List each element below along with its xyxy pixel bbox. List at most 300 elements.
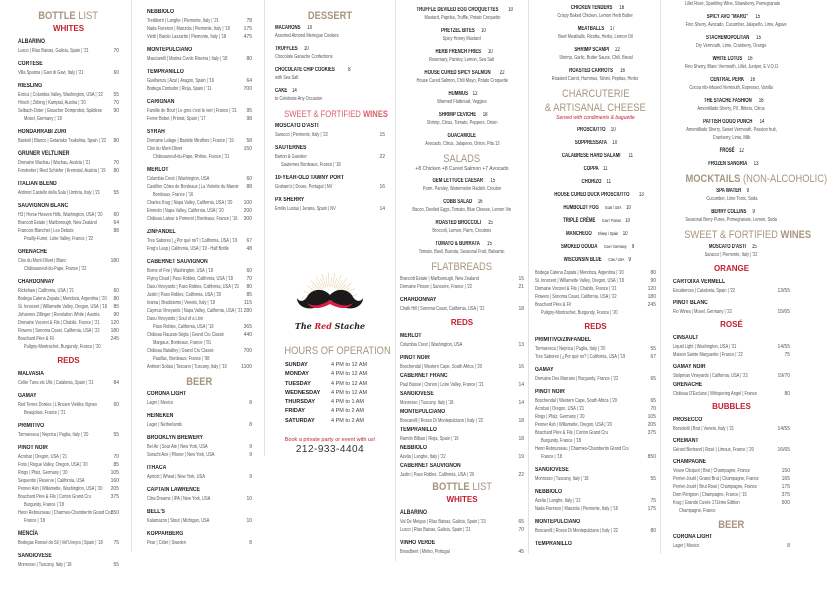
menu-item-title-inner bbox=[707, 76, 755, 84]
wine-group bbox=[147, 412, 252, 429]
category-heading: WHITES bbox=[52, 24, 85, 33]
wine-price: 9 bbox=[249, 452, 252, 458]
wine-description: Pouilly-Fumé, Loire Valley, France | '22 bbox=[24, 236, 94, 242]
wine-row bbox=[400, 305, 524, 313]
wine-description: Sorachi Ace | Pilsner | New York, USA bbox=[147, 452, 215, 458]
wine-varietal bbox=[18, 38, 119, 47]
menu-item-description: Shrimp, Garlic, Butter Sauce, Chili, Bread bbox=[558, 55, 633, 61]
wine-group bbox=[147, 508, 252, 525]
wine-price: 8 bbox=[249, 400, 252, 406]
menu-item bbox=[535, 165, 656, 173]
wine-row bbox=[535, 277, 656, 285]
menu-item bbox=[400, 219, 524, 235]
wine-row bbox=[18, 107, 119, 115]
wine-description: Forstreiter | Ried Schiefer | Kremstal, Austria | '19 bbox=[18, 168, 106, 174]
menu-item-price: 10 bbox=[304, 46, 310, 52]
logo-wordmark bbox=[275, 321, 385, 331]
menu-item bbox=[400, 132, 524, 148]
wine-description: Bodega Catena Zapata | Mendoza, Argentina | '20 bbox=[535, 270, 624, 276]
wine-row bbox=[18, 343, 119, 351]
wine-group bbox=[147, 390, 252, 407]
wine-description: Flowers | Sonoma Coast, California, USA | '22 bbox=[18, 328, 100, 334]
wine-row bbox=[535, 405, 656, 413]
menu-item bbox=[535, 256, 656, 264]
menu-item bbox=[535, 25, 656, 41]
menu-item-price: 10 bbox=[487, 49, 493, 55]
wine-row bbox=[673, 542, 790, 550]
wine-group bbox=[535, 336, 656, 361]
menu-item-name: ROASTED BROCCOLI bbox=[435, 220, 481, 226]
wine-row bbox=[18, 501, 119, 509]
menu-item bbox=[673, 0, 790, 8]
wine-row bbox=[18, 469, 119, 477]
wine-description: Justin | Paso Robles, California, USA | '20 bbox=[147, 292, 222, 298]
wine-price: 15 bbox=[379, 132, 385, 138]
menu-item-title-inner bbox=[438, 27, 486, 35]
booking-text: Book a private party or event with us! bbox=[284, 437, 376, 444]
wine-varietal bbox=[535, 540, 656, 549]
varietal-name: GRENACHE bbox=[673, 382, 703, 388]
wine-varietal bbox=[275, 196, 385, 205]
menu-item-title-inner bbox=[560, 256, 631, 264]
wine-description: Selbach-Oster | Graacher Domprobst, Spätlese bbox=[18, 108, 102, 114]
menu-item-title-inner bbox=[431, 48, 493, 56]
menu-item-name: MEATBALLS bbox=[578, 26, 605, 32]
menu-item-title-inner bbox=[719, 147, 745, 155]
wine-description: Champagne, France bbox=[679, 508, 716, 514]
varietal-name: CABERNET FRANC bbox=[400, 373, 448, 379]
hours-table bbox=[285, 361, 379, 426]
wine-price: 70 bbox=[246, 276, 252, 282]
menu-item bbox=[535, 243, 656, 251]
logo-word: Stache bbox=[334, 321, 366, 331]
wine-price: 90 bbox=[113, 108, 119, 114]
wine-price: 55 bbox=[113, 190, 119, 196]
wine-description: Castillon Côtes de Bordeaux | La Violette du Manoir bbox=[147, 184, 239, 190]
wine-row bbox=[147, 323, 252, 331]
menu-item-name: COBB SALAD bbox=[443, 199, 473, 205]
menu-item-title bbox=[275, 87, 385, 95]
wine-description: Rickshaw | California, USA | '21 bbox=[18, 288, 74, 294]
menu-item-name: TOMATO & BURRATA bbox=[435, 241, 481, 247]
menu-item-name: STACHEMOPOLITAN bbox=[705, 35, 749, 41]
varietal-name: RIESLING bbox=[18, 83, 43, 89]
section-title bbox=[673, 519, 790, 531]
wine-row bbox=[147, 183, 252, 191]
menu-item-title-inner bbox=[446, 90, 477, 98]
wine-price: 67 bbox=[246, 238, 252, 244]
wine-description: Johannes Zillinger | Revolution White | Austria bbox=[18, 312, 100, 318]
menu-item bbox=[275, 66, 385, 82]
menu-item-title bbox=[535, 256, 656, 264]
wine-row bbox=[400, 471, 524, 479]
wine-price: 75 bbox=[650, 498, 656, 504]
section-title bbox=[275, 345, 391, 357]
varietal-name: CHARDONNAY bbox=[18, 279, 55, 285]
wine-row bbox=[18, 319, 119, 327]
wine-price: 16 bbox=[518, 364, 524, 370]
menu-item-name: PRETZEL BITES bbox=[441, 28, 475, 34]
hours-row bbox=[285, 417, 379, 426]
menu-item-price: 9 bbox=[746, 188, 749, 194]
wine-group bbox=[673, 437, 790, 454]
wine-description: Châteauneuf-du-Pape, France | '22 bbox=[24, 266, 87, 272]
wine-group bbox=[18, 128, 119, 145]
varietal-name: CABERNET SAUVIGNON bbox=[400, 463, 461, 469]
menu-item-title-inner bbox=[698, 118, 764, 126]
wine-description: Azelia | Langhe, Italy | '22 bbox=[400, 454, 446, 460]
wine-row bbox=[147, 291, 252, 299]
wine-description: St. Innocent | Willamette Valley, Oregon, USA | '18 bbox=[18, 304, 107, 310]
wine-description: Azelia | Langhe, Italy | '22 bbox=[535, 498, 581, 504]
varietal-name: SANGIOVESE bbox=[535, 467, 569, 473]
hours-time: 4 PM to 2 AM bbox=[331, 408, 365, 415]
wine-description: Clos du Mont-Olivet | Blanc bbox=[18, 258, 67, 264]
menu-item-price: 16 bbox=[758, 98, 764, 104]
menu-item-title-inner bbox=[560, 204, 631, 212]
wine-price: 375 bbox=[781, 492, 790, 498]
wine-varietal bbox=[535, 518, 656, 527]
wine-price: 10 bbox=[246, 518, 252, 524]
wine-description: Nada Fiorenzo | Manzola | Piemonte, Italy | '18 bbox=[147, 26, 230, 32]
wine-varietal bbox=[673, 533, 790, 542]
menu-item-name: SMOKED GOUDA bbox=[560, 244, 597, 250]
wine-description: Chalk Hill | Sonoma Coast, California, USA | '22 bbox=[400, 306, 485, 312]
wine-description: Fio Wines | Mosel, Germany | '22 bbox=[673, 309, 732, 315]
varietal-name: MONTEPULCIANO bbox=[535, 519, 581, 525]
menu-item-description: Mustard, Paprika, Truffle, Potato Croquette bbox=[424, 15, 500, 21]
wine-group bbox=[18, 370, 119, 387]
wine-group bbox=[18, 444, 119, 525]
wine-description: Beaujolais, France | '21 bbox=[24, 410, 66, 416]
wine-row bbox=[535, 453, 656, 461]
section-title-text bbox=[545, 102, 646, 114]
wine-row bbox=[147, 283, 252, 291]
menu-item-title bbox=[400, 6, 524, 14]
wine-description: St. Innocent | Willamette Valley, Oregon, USA | '18 bbox=[535, 278, 624, 284]
wine-row bbox=[275, 153, 385, 161]
menu-item-title bbox=[400, 219, 524, 227]
wine-group bbox=[400, 296, 524, 313]
menu-item-title bbox=[673, 243, 790, 251]
wine-price: 180 bbox=[647, 294, 656, 300]
menu-item-title bbox=[535, 25, 656, 33]
menu-item-price: 15 bbox=[755, 35, 761, 41]
wine-price: 60 bbox=[246, 176, 252, 182]
menu-item-title bbox=[275, 66, 385, 74]
wine-price: 70 bbox=[650, 406, 656, 412]
wine-description: Citra Dreams | IPA | New York, USA bbox=[147, 496, 211, 502]
wine-description: Emilio Lustau | Jerana, Spain | NV bbox=[275, 206, 336, 212]
wine-price: 80 bbox=[246, 56, 252, 62]
menu-item-description: Fino Sherry, Avocado, Cucumber, Jalapeño, Lime, Agave bbox=[685, 22, 787, 28]
wine-description: Burgundy, France | '18 bbox=[24, 502, 64, 508]
menu-item bbox=[400, 90, 524, 106]
wine-description: Domaine Vocoret & Fils | Chablis, France | '21 bbox=[18, 320, 100, 326]
varietal-name: CHARDONNAY bbox=[400, 297, 437, 303]
varietal-name: SAUVIGNON BLANC bbox=[18, 203, 69, 209]
wine-varietal bbox=[535, 488, 656, 497]
title-light: HOURS OF OPERATION bbox=[284, 345, 391, 357]
menu-item-name: TRIPLE CRÈME bbox=[563, 218, 596, 224]
wine-group bbox=[673, 363, 790, 380]
menu-item-name: SOPPRESSATA bbox=[575, 140, 608, 146]
menu-item-title bbox=[400, 69, 524, 77]
wine-price: 58 bbox=[246, 138, 252, 144]
menu-item-title bbox=[400, 240, 524, 248]
menu-item-price: 13 bbox=[638, 192, 644, 198]
wine-price: 67 bbox=[650, 354, 656, 360]
wine-row bbox=[147, 331, 252, 339]
menu-item-price: 11 bbox=[603, 166, 608, 172]
wine-price: 55 bbox=[113, 92, 119, 98]
wine-price: 14 bbox=[379, 206, 385, 212]
wine-description: Penner Ash | Willamette, Oregon, USA | '20 bbox=[535, 422, 612, 428]
menu-item-title-inner bbox=[275, 24, 313, 32]
wine-price: 205 bbox=[647, 422, 656, 428]
wine-row bbox=[18, 99, 119, 107]
wine-description: Bouchard Père & Fils | Corton Grand Cru bbox=[535, 430, 608, 436]
menu-column-6 bbox=[660, 0, 828, 554]
hours-day: FRIDAY bbox=[285, 408, 305, 415]
wine-price: 175 bbox=[781, 484, 790, 490]
wine-row bbox=[400, 417, 524, 425]
wine-row bbox=[147, 85, 252, 93]
menu-item-name: PROSCIUTTO bbox=[577, 127, 606, 133]
wine-description: Domaine Des Marrans | Burgundy, France | '22 bbox=[535, 376, 619, 382]
menu-item bbox=[673, 187, 790, 203]
menu-item-description: Roasted Carrot, Hummus, Tahini, Pepitas, Herbs bbox=[552, 76, 639, 82]
wine-row bbox=[147, 315, 252, 323]
wine-row bbox=[535, 497, 656, 505]
menu-item-title bbox=[673, 97, 790, 105]
varietal-name: BELL'S bbox=[147, 509, 165, 515]
wine-price: 280 bbox=[243, 308, 252, 314]
wine-price: 850 bbox=[647, 454, 656, 460]
menu-item-title bbox=[400, 132, 524, 140]
menu-item-price: 10 bbox=[625, 218, 631, 224]
restaurant-logo bbox=[275, 271, 385, 331]
menu-item bbox=[275, 24, 385, 40]
wine-row bbox=[147, 237, 252, 245]
title-strong: BEER bbox=[186, 376, 213, 388]
phone-number-link[interactable]: 212-933-4404 bbox=[295, 444, 365, 456]
wine-row bbox=[535, 429, 656, 437]
varietal-name: SYRAH bbox=[147, 129, 165, 135]
varietal-name: CHAMPAGNE bbox=[673, 459, 707, 465]
hours-time: 4 PM to 12 AM bbox=[331, 389, 368, 396]
hours-day: MONDAY bbox=[285, 371, 309, 378]
wine-varietal bbox=[147, 486, 252, 495]
wine-row bbox=[147, 145, 252, 153]
menu-item-title bbox=[673, 208, 790, 216]
wine-row bbox=[18, 379, 119, 387]
wine-varietal bbox=[18, 60, 119, 69]
wine-group bbox=[18, 180, 119, 197]
wine-varietal bbox=[673, 437, 790, 446]
menu-item-title-inner bbox=[275, 45, 310, 53]
title-light: LIST bbox=[78, 10, 99, 22]
varietal-name: PROSECCO bbox=[673, 417, 703, 423]
menu-item-name: HOUSE CURED SPICY SALMON bbox=[424, 70, 491, 76]
section-title bbox=[673, 173, 828, 185]
title-light: SWEET & FORTIFIED bbox=[284, 109, 361, 119]
wine-description: Sauternes Bordeaux, France | '18 bbox=[281, 162, 341, 168]
section-title-text bbox=[284, 108, 388, 120]
wine-description: Flowers | Sonoma Coast, California, USA | '22 bbox=[535, 294, 617, 300]
section-title bbox=[535, 88, 656, 100]
wine-row bbox=[147, 137, 252, 145]
wine-group bbox=[673, 458, 790, 515]
hours-row bbox=[285, 407, 379, 416]
wine-price: 95 bbox=[246, 108, 252, 114]
wine-price: 21 bbox=[518, 284, 524, 290]
wine-description: Puligny-Montrachet, Burgundy, France | '20 bbox=[24, 344, 101, 350]
menu-column-2 bbox=[131, 0, 264, 552]
menu-item-title-inner bbox=[431, 219, 493, 227]
menu-item-name: COPPA bbox=[584, 166, 600, 172]
menu-item-name: CHICKEN TENDERS bbox=[570, 5, 613, 11]
menu-item bbox=[400, 111, 524, 127]
wine-price: 80 bbox=[650, 270, 656, 276]
wine-description: Charles Krug | Napa Valley, California, USA | '20 bbox=[147, 200, 233, 206]
wine-group bbox=[400, 408, 524, 425]
menu-column-3 bbox=[264, 0, 395, 456]
wine-group bbox=[147, 68, 252, 93]
wine-varietal bbox=[18, 180, 119, 189]
menu-item-name: MACARONS bbox=[275, 25, 301, 31]
wine-price: 105 bbox=[110, 470, 119, 476]
wine-varietal bbox=[673, 299, 790, 308]
wine-group bbox=[147, 464, 252, 481]
menu-item-title bbox=[535, 178, 656, 186]
hours-time: 4 PM to 12 AM bbox=[331, 371, 368, 378]
menu-item-title bbox=[535, 217, 656, 225]
menu-item-price: 10 bbox=[622, 231, 628, 237]
wine-varietal bbox=[18, 128, 119, 137]
varietal-name: GRÜNER VELTLINER bbox=[18, 151, 70, 157]
wine-row bbox=[673, 446, 790, 454]
wine-description: Domaine Wachau | Wachau, Austria | '21 bbox=[18, 160, 91, 166]
wine-description: Bouchard Père & Fil bbox=[18, 336, 54, 342]
menu-column-1 bbox=[0, 0, 131, 574]
wine-group bbox=[400, 332, 524, 349]
wine-price: 200 bbox=[243, 208, 252, 214]
wine-group bbox=[275, 196, 385, 213]
menu-item-description: Cocoa nib-infused Vermouth, Espresso, Vanilla bbox=[689, 85, 774, 91]
section-title-text bbox=[39, 10, 99, 22]
wine-price: 85 bbox=[246, 292, 252, 298]
varietal-name: KOPPARBERG bbox=[147, 531, 184, 537]
wine-group bbox=[400, 509, 524, 534]
wine-description: Bouchard Père & Fil bbox=[535, 302, 571, 308]
wine-varietal bbox=[535, 336, 656, 345]
wine-price: 22 bbox=[518, 472, 524, 478]
varietal-name: NEBBIOLO bbox=[400, 445, 427, 451]
menu-item-description: Broccoli, Lemon, Parm, Croutons bbox=[432, 228, 492, 234]
wine-varietal bbox=[275, 144, 385, 153]
wine-row bbox=[18, 517, 119, 525]
wine-price: 55 bbox=[650, 346, 656, 352]
menu-item bbox=[673, 76, 790, 92]
menu-item-origin: Cow / France bbox=[601, 218, 621, 223]
wine-group bbox=[147, 46, 252, 63]
menu-item-name: MOSCATO D'ASTI bbox=[708, 244, 746, 250]
category-heading: REDS bbox=[57, 356, 80, 365]
menu-item-price: 15 bbox=[754, 14, 760, 20]
wine-group bbox=[673, 381, 790, 398]
varietal-name: TEMPRANILLO bbox=[147, 69, 184, 75]
wine-group bbox=[673, 278, 790, 295]
wine-price: 14 bbox=[518, 382, 524, 388]
wine-row bbox=[147, 175, 252, 183]
menu-item-name: SHRIMP CEVICHE bbox=[439, 112, 477, 118]
hours-row bbox=[285, 380, 379, 389]
wine-row bbox=[18, 167, 119, 175]
wine-description: Guelbenzu | Azul | Aragon, Spain | '16 bbox=[147, 78, 215, 84]
menu-item-description: House Cured Salmon, Chili Mayo, Potato Croquette bbox=[416, 78, 508, 84]
wine-price: 15 bbox=[518, 276, 524, 282]
section-title bbox=[18, 10, 119, 22]
wine-group bbox=[147, 166, 252, 223]
varietal-name: NEBBIOLO bbox=[147, 9, 174, 15]
menu-item-price: 18 bbox=[482, 112, 488, 118]
wine-description: Frog's Leap | California, USA | '19 - Half Bottle bbox=[147, 246, 229, 252]
wine-description: Baskoli | Blanco | Getariako Txakolina, Spain | '22 bbox=[18, 138, 107, 144]
menu-item-title bbox=[535, 243, 656, 251]
menu-item-title-inner bbox=[563, 230, 627, 238]
menu-item bbox=[673, 97, 790, 113]
hours-row bbox=[285, 398, 379, 407]
wine-group bbox=[275, 144, 385, 169]
wine-varietal bbox=[275, 122, 385, 131]
wine-description: Celler Tuna els Ulls | Catalonia, Spain | '21 bbox=[18, 380, 94, 386]
varietal-name: PINOT NOIR bbox=[535, 389, 565, 395]
varietal-name: MALVASIA bbox=[18, 371, 44, 377]
wine-group bbox=[673, 416, 790, 433]
wine-price: 45 bbox=[518, 549, 524, 555]
wine-description: Francois Blanchet | Les Debuts bbox=[18, 228, 74, 234]
wine-group bbox=[18, 278, 119, 351]
menu-item-price: 16 bbox=[750, 77, 756, 83]
varietal-name: GAMAY bbox=[18, 393, 37, 399]
wine-price: 120 bbox=[647, 286, 656, 292]
title-strong: DESSERT bbox=[307, 10, 353, 22]
wine-price: 850 bbox=[110, 510, 119, 516]
menu-item-name: TRUFFLE DEVILED EGG CROQUETTES bbox=[416, 7, 499, 13]
varietal-name: HEINEKEN bbox=[147, 413, 174, 419]
menu-item bbox=[673, 208, 790, 224]
varietal-name: MONTEPULCIANO bbox=[147, 47, 193, 53]
menu-item-price: 10 bbox=[509, 7, 514, 13]
wine-price: 65 bbox=[650, 398, 656, 404]
menu-item-name: PATTISH GOGO PUNCH bbox=[702, 119, 752, 125]
wine-description: Trediberri | Langhe | Piemonte, Italy | '21 bbox=[147, 18, 219, 24]
wine-row bbox=[400, 548, 524, 556]
wine-group bbox=[535, 269, 656, 317]
wine-row bbox=[535, 309, 656, 317]
wine-row bbox=[673, 343, 790, 351]
wine-description: Lusco | Rías Baixas, Galicia, Spain | '21 bbox=[18, 48, 89, 54]
wine-description: Foris | Rogue Valley, Oregon, USA | '20 bbox=[18, 462, 88, 468]
wine-price: 70 bbox=[113, 48, 119, 54]
wine-varietal bbox=[147, 98, 252, 107]
menu-item-title-inner bbox=[699, 97, 764, 105]
varietal-name: CORTESE bbox=[18, 61, 43, 67]
section-title-text bbox=[432, 481, 492, 493]
wine-price: 175 bbox=[647, 506, 656, 512]
hours-time: 4 PM to 12 AM bbox=[331, 362, 368, 368]
